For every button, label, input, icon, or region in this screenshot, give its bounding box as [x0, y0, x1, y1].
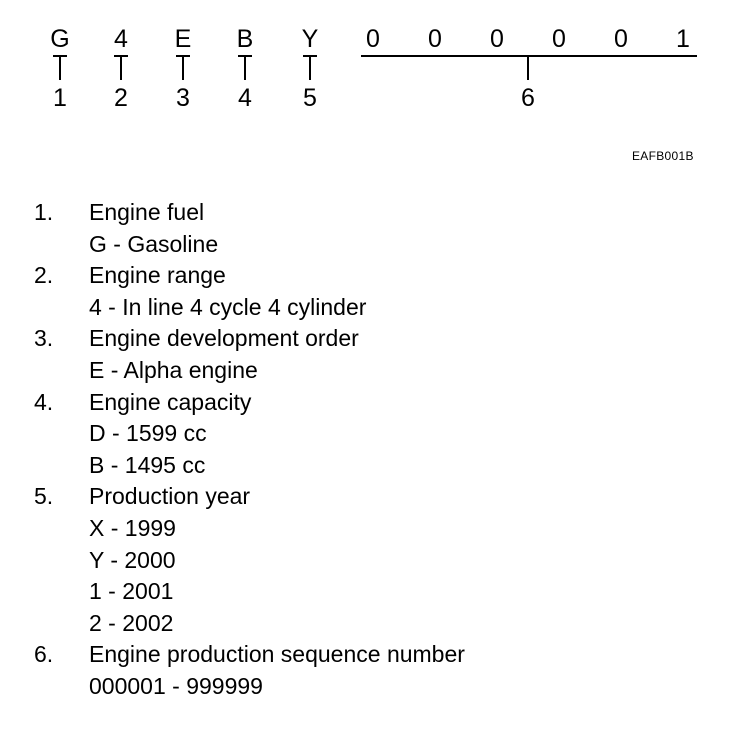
legend-item-body	[89, 481, 734, 639]
legend-item	[34, 197, 734, 260]
legend-item-title: Engine fuel	[89, 199, 205, 225]
engine-number-code-figure	[0, 0, 752, 160]
legend-item-value: B - 1495 cc	[89, 451, 206, 478]
sequence-digit: 0	[552, 25, 566, 53]
legend-item-value: 000001 - 999999	[89, 672, 263, 699]
code-character: Y	[301, 25, 319, 53]
legend-item-number: 4.	[34, 388, 54, 415]
sequence-digit: 0	[490, 25, 504, 53]
code-index-number: 5	[303, 84, 317, 112]
legend-item-value: 1 - 2001	[89, 578, 174, 605]
legend-item	[34, 323, 734, 386]
legend-item-number: 5.	[34, 483, 54, 510]
legend-item-number: 3.	[34, 325, 54, 352]
sequence-index-number: 6	[521, 84, 535, 112]
code-index-number: 3	[176, 84, 190, 112]
sequence-digit: 1	[676, 25, 690, 53]
code-character: E	[174, 25, 192, 53]
sequence-digit: 0	[428, 25, 442, 53]
legend-item-value: 2 - 2002	[89, 609, 174, 636]
sequence-digit: 0	[614, 25, 628, 53]
legend-item-body	[89, 260, 734, 323]
legend-item	[34, 260, 734, 323]
legend-item	[34, 639, 734, 702]
code-character: 4	[114, 25, 128, 53]
legend-item-value: E - Alpha engine	[89, 356, 258, 383]
legend-item-title: Production year	[89, 483, 251, 510]
legend-item-title: Engine development order	[89, 325, 359, 352]
code-character: B	[236, 25, 254, 53]
legend-item-value: X - 1999	[89, 514, 176, 541]
legend-item-value: Y - 2000	[89, 546, 176, 573]
legend-item-number: 2.	[34, 262, 54, 289]
legend-item	[34, 481, 734, 639]
legend-list	[34, 197, 734, 703]
engine-number-diagram	[0, 0, 752, 160]
code-index-number: 1	[53, 84, 67, 112]
figure-id: EAFB001B	[632, 149, 694, 163]
legend-item-value: D - 1599 cc	[89, 420, 207, 447]
legend-item-body	[89, 323, 734, 386]
legend-item-value: G - Gasoline	[89, 230, 219, 257]
legend-item-number: 6.	[34, 641, 54, 668]
sequence-digit: 0	[366, 25, 380, 53]
code-index-number: 4	[238, 84, 252, 112]
legend-item	[34, 387, 734, 482]
legend-item-title: Engine range	[89, 262, 226, 289]
code-character: G	[50, 25, 70, 53]
legend-item-body	[89, 387, 734, 482]
legend-item-title: Engine capacity	[89, 388, 252, 415]
legend-item-value: 4 - In line 4 cycle 4 cylinder	[89, 293, 367, 320]
legend-item-title: Engine production sequence number	[89, 641, 465, 668]
legend-item-number: 1.	[34, 199, 54, 225]
legend-item-body	[89, 197, 734, 260]
legend-item-body	[89, 639, 734, 702]
code-index-number: 2	[114, 84, 128, 112]
